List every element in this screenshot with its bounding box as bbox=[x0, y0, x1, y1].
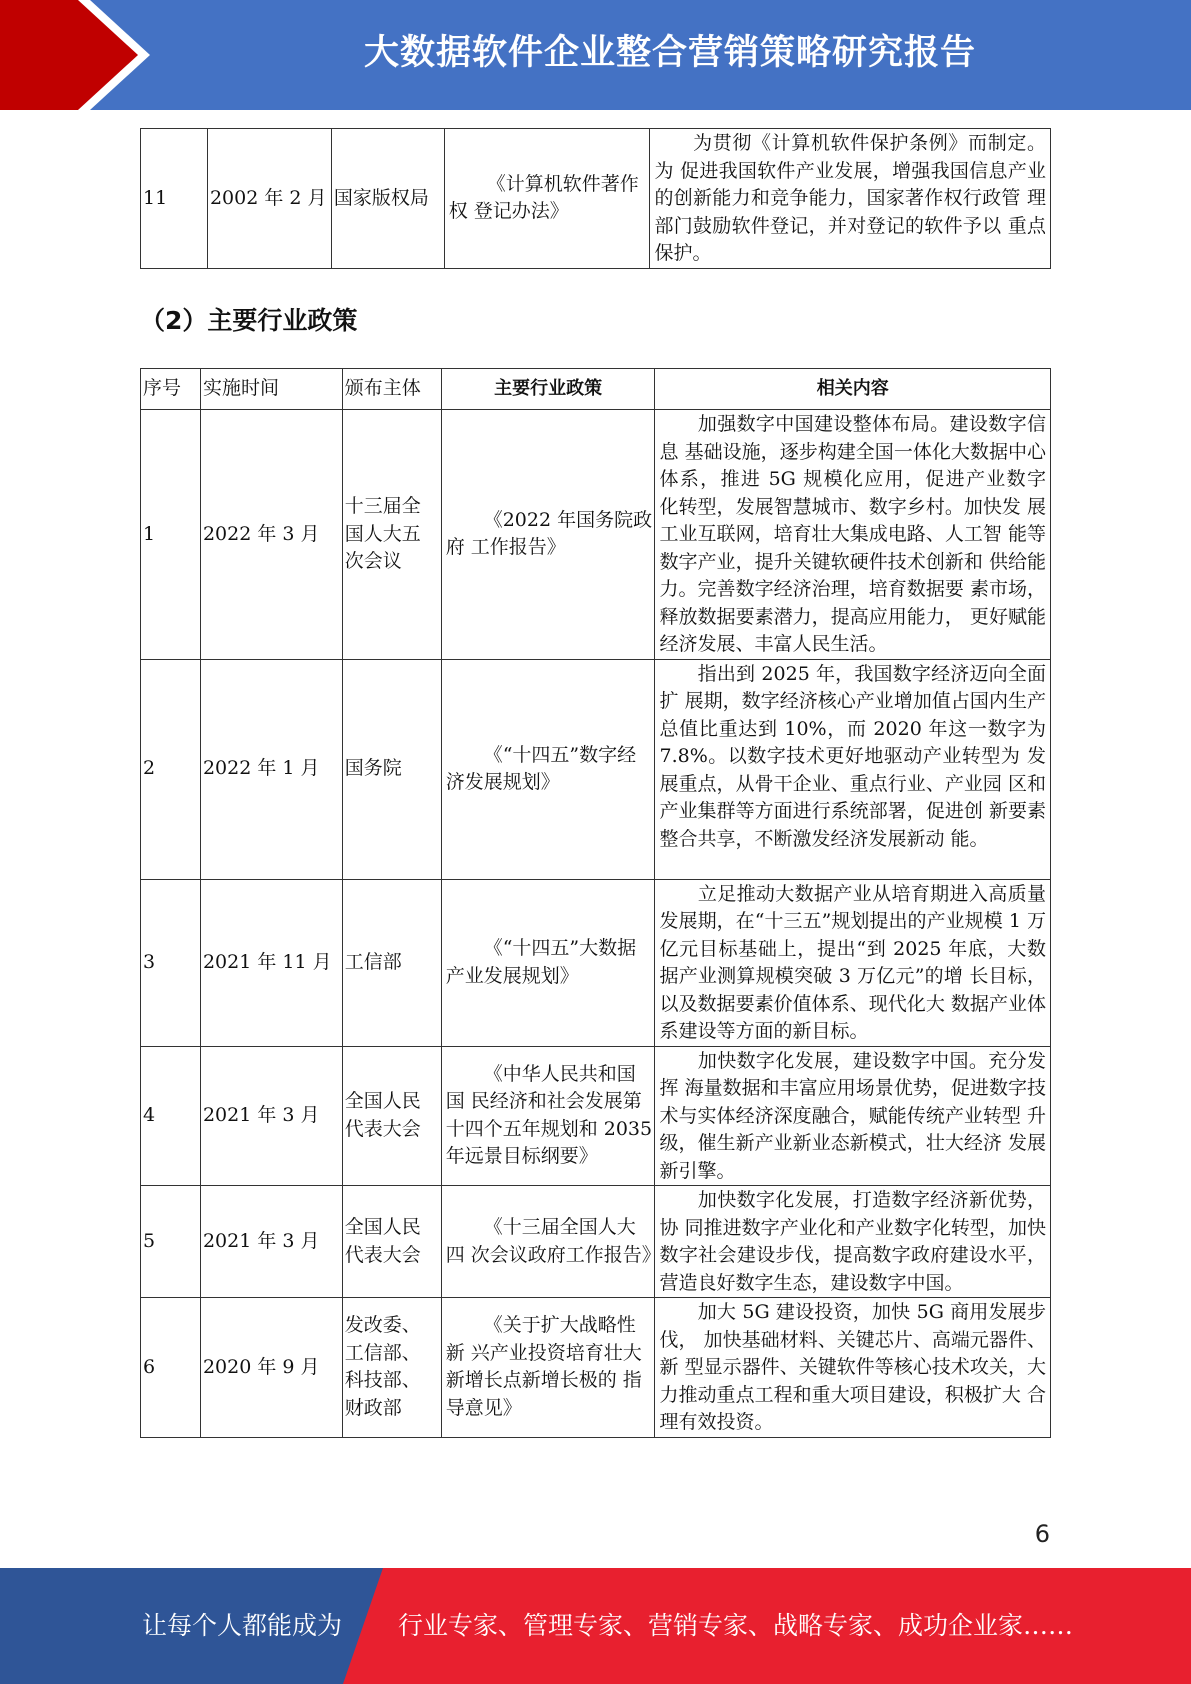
policy-name: 《十三届全国人大四 次会议政府工作报告》 bbox=[441, 1186, 655, 1298]
row-number: 2 bbox=[141, 659, 201, 879]
policy-name: 《关于扩大战略性新 兴产业投资培育壮大新增长点新增长极的 指导意见》 bbox=[441, 1298, 655, 1438]
implementation-date: 2020 年 9 月 bbox=[200, 1298, 342, 1438]
table-row bbox=[141, 1046, 1051, 1186]
issuing-body: 工信部 bbox=[342, 879, 441, 1046]
policy-content: 加快数字化发展，打造数字经济新优势，协 同推进数字产业化和产业数字化转型，加快 数字社会建设步伐，提高数字政府建设水平，营造良好数字生态，建设数字中国。 bbox=[655, 1186, 1051, 1298]
policy-content: 加快数字化发展，建设数字中国。充分发挥 海量数据和丰富应用场景优势，促进数字技 术与实体经济深度融合，赋能传统产业转型 升级，催生新产业新业态新模式，壮大经济 发展新引擎。 bbox=[655, 1046, 1051, 1186]
page-number: 6 bbox=[1034, 1520, 1050, 1548]
table-row bbox=[141, 410, 1051, 660]
footer-slogan-left: 让每个人都能成为 bbox=[142, 1611, 343, 1640]
table-row bbox=[141, 129, 1051, 269]
section-heading: （2）主要行业政策 bbox=[140, 306, 358, 335]
row-number: 1 bbox=[141, 410, 201, 660]
policy-content: 为贯彻《计算机软件保护条例》而制定。为 促进我国软件产业发展，增强我国信息产业 的创新能力和竞争能力，国家著作权行政管 理部门鼓励软件登记，并对登记的软件予以 重点保护。 bbox=[650, 129, 1051, 269]
issuing-body: 全国人民代表大会 bbox=[342, 1046, 441, 1186]
implementation-date: 2002 年 2 月 bbox=[207, 129, 331, 269]
column-header-issuer: 颁布主体 bbox=[342, 369, 441, 410]
column-header-date: 实施时间 bbox=[200, 369, 342, 410]
policy-name: 《中华人民共和国国 民经济和社会发展第十四个五年规划和 2035 年远景目标纲要》 bbox=[441, 1046, 655, 1186]
page-footer bbox=[0, 1568, 1191, 1684]
table-row bbox=[141, 1298, 1051, 1438]
report-title: 大数据软件企业整合营销策略研究报告 bbox=[363, 33, 976, 73]
header-chevron-decoration bbox=[0, 0, 150, 110]
row-number: 6 bbox=[141, 1298, 201, 1438]
implementation-date: 2021 年 11 月 bbox=[200, 879, 342, 1046]
issuing-body: 十三届全国人大五次会议 bbox=[342, 410, 441, 660]
implementation-date: 2021 年 3 月 bbox=[200, 1046, 342, 1186]
issuing-body: 全国人民代表大会 bbox=[342, 1186, 441, 1298]
industry-policy-table bbox=[140, 368, 1051, 1438]
table-row bbox=[141, 879, 1051, 1046]
policy-content: 加大 5G 建设投资，加快 5G 商用发展步伐， 加快基础材料、关键芯片、高端元器件、新 型显示器件、关键软件等核心技术攻关，大 力推动重点工程和重大项目建设，积极扩大 合理有效投资。 bbox=[655, 1298, 1051, 1438]
column-header-content: 相关内容 bbox=[655, 369, 1051, 410]
column-header-number: 序号 bbox=[141, 369, 201, 410]
row-number: 5 bbox=[141, 1186, 201, 1298]
implementation-date: 2021 年 3 月 bbox=[200, 1186, 342, 1298]
row-number: 11 bbox=[141, 129, 208, 269]
policy-name: 《2022 年国务院政府 工作报告》 bbox=[441, 410, 655, 660]
policy-name: 《计算机软件著作权 登记办法》 bbox=[444, 129, 650, 269]
row-number: 3 bbox=[141, 879, 201, 1046]
policy-content: 立足推动大数据产业从培育期进入高质量 发展期，在“十三五”规划提出的产业规模 1 万亿元目标基础上，提出“到 2025 年底，大数据产业测算规模突破 3 万亿元”的增 长目标，以及数据要素价值体系、现代化大 数据产业体系建设等方面的新目标。 bbox=[655, 879, 1051, 1046]
issuing-body: 国务院 bbox=[342, 659, 441, 879]
row-number: 4 bbox=[141, 1046, 201, 1186]
policy-name: 《“十四五”数字经 济发展规划》 bbox=[441, 659, 655, 879]
implementation-date: 2022 年 1 月 bbox=[200, 659, 342, 879]
software-policy-table-continued bbox=[140, 128, 1051, 269]
column-header-policy: 主要行业政策 bbox=[441, 369, 655, 410]
policy-content: 指出到 2025 年，我国数字经济迈向全面扩 展期，数字经济核心产业增加值占国内生产 总值比重达到 10%，而 2020 年这一数字为 7.8%。以数字技术更好地驱动产业转型为 发展重点，从骨干企业、重点行业、产业园 区和产业集群等方面进行系统部署，促进创 新要素整合共享，不断激发经济发展新动 能。 bbox=[655, 659, 1051, 879]
table-header-row bbox=[141, 369, 1051, 410]
footer-slogan-right: 行业专家、管理专家、营销专家、战略专家、成功企业家…… bbox=[398, 1611, 1074, 1640]
issuing-body: 发改委、工信部、科技部、财政部 bbox=[342, 1298, 441, 1438]
implementation-date: 2022 年 3 月 bbox=[200, 410, 342, 660]
issuing-body: 国家版权局 bbox=[331, 129, 444, 269]
policy-content: 加强数字中国建设整体布局。建设数字信息 基础设施，逐步构建全国一体化大数据中心 体系，推进 5G 规模化应用，促进产业数字 化转型，发展智慧城市、数字乡村。加快发 展工业互联网，培育壮大集成电路、人工智 能等数字产业，提升关键软硬件技术创新和 供给能力。完善数字经济治理，培育数据要 素市场，释放数据要素潜力，提高应用能力， 更好赋能经济发展、丰富人民生活。 bbox=[655, 410, 1051, 660]
table-row bbox=[141, 659, 1051, 879]
policy-name: 《“十四五”大数据 产业发展规划》 bbox=[441, 879, 655, 1046]
table-row bbox=[141, 1186, 1051, 1298]
page-header bbox=[0, 0, 1191, 110]
